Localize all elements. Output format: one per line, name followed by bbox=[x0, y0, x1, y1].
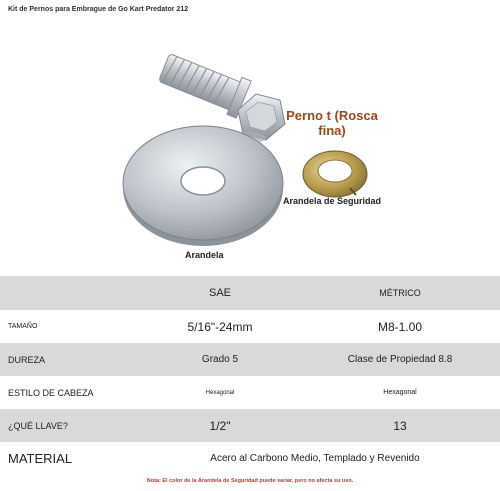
product-illustration bbox=[0, 28, 500, 276]
column-header-metric: MÉTRICO bbox=[379, 288, 421, 298]
row-label: MATERIAL bbox=[8, 451, 73, 466]
row-label: DUREZA bbox=[8, 354, 46, 365]
table-row bbox=[0, 376, 500, 409]
table-row-material bbox=[0, 442, 500, 475]
row-label: TAMAÑO bbox=[8, 323, 38, 330]
sae-value: Grado 5 bbox=[201, 354, 239, 365]
page-title: Kit de Pernos para Embrague de Go Kart Predator 212 bbox=[8, 6, 189, 13]
table-row bbox=[0, 343, 500, 376]
sae-value: 1/2" bbox=[209, 418, 231, 433]
row-label: ESTILO DE CABEZA bbox=[8, 387, 94, 398]
table-row bbox=[0, 409, 500, 442]
row-label: ¿QUÉ LLAVE? bbox=[8, 420, 68, 431]
lock-washer-label: Arandela de Seguridad bbox=[283, 196, 382, 206]
spec-table bbox=[0, 276, 500, 475]
sae-value: 5/16"-24mm bbox=[187, 319, 253, 334]
product-photo bbox=[0, 28, 500, 276]
washer-label: Arandela bbox=[185, 250, 224, 260]
material-value: Acero al Carbono Medio, Templado y Revenido bbox=[210, 453, 420, 464]
header-bar bbox=[0, 0, 500, 30]
footnote: Nota: El color de la Arandela de Seguridad puede variar, pero no afecta su uso. bbox=[146, 478, 354, 484]
washer-image bbox=[123, 126, 283, 246]
metric-value: 13 bbox=[393, 418, 407, 433]
bolt-label: Perno t (Rosca fina) bbox=[286, 108, 378, 138]
lock-washer-image bbox=[303, 151, 367, 197]
sae-value: Hexagonal bbox=[205, 389, 235, 396]
metric-value: Clase de Propiedad 8.8 bbox=[347, 354, 453, 365]
column-header-sae: SAE bbox=[208, 287, 231, 299]
table-row bbox=[0, 310, 500, 343]
metric-value: M8-1.00 bbox=[377, 319, 423, 334]
metric-value: Hexagonal bbox=[383, 389, 417, 396]
table-header-row bbox=[0, 276, 500, 310]
